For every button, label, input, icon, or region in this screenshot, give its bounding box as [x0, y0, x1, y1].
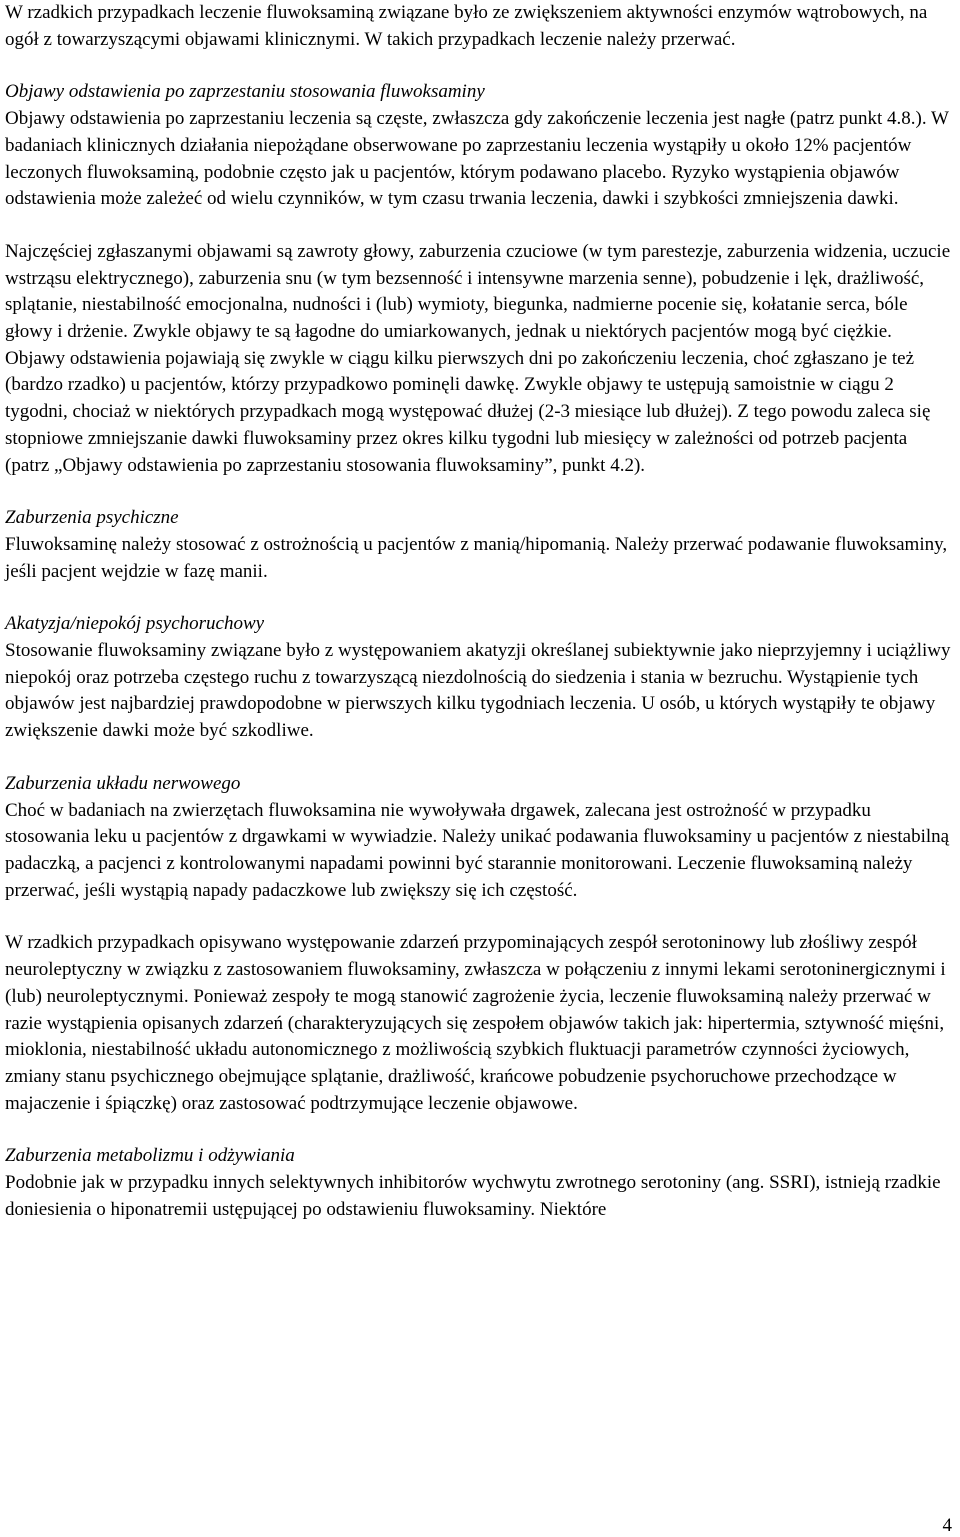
paragraph-akathisia: Stosowanie fluwoksaminy związane było z występowaniem akatyzji określanej subiektywnie jako nieprzyjemny i uciążliwy niepokój oraz potrzeba częstego ruchu z towarzyszącą niezdolnością do siedzenia i stania w bezruchu. Wystąpienie tych objawów jest najbardziej prawdopodobne w pierwszych kilku tygodniach leczenia. U osób, u których wystąpiły te objawy zwiększenie dawki może być szkodliwe. [5, 640, 951, 742]
page-number: 4 [942, 1515, 952, 1536]
paragraph-liver-enzymes: W rzadkich przypadkach leczenie fluwoksaminą związane było ze zwiększeniem aktywności enzymów wątrobowych, na ogół z towarzyszącymi objawami klinicznymi. W takich przypadkach leczenie należy przerwać. [5, 2, 928, 50]
paragraph-hyponatremia: Podobnie jak w przypadku innych selektywnych inhibitorów wychwytu zwrotnego serotoniny (ang. SSRI), istnieją rzadkie doniesienia o hiponatremii ustępującej po odstawieniu fluwoksaminy. Niektóre [5, 1172, 941, 1220]
spacer [5, 585, 955, 611]
paragraph-serotonin-syndrome: W rzadkich przypadkach opisywano występowanie zdarzeń przypominających zespół serotoninowy lub złośliwy zespół neuroleptyczny w związku z zastosowaniem fluwoksaminy, zwłaszcza w połączeniu z innymi lekami serotoninergicznymi i (lub) neuroleptycznymi. Ponieważ zespoły te mogą stanowić zagrożenie życia, leczenie fluwoksaminą należy przerwać w razie wystąpienia opisanych zdarzeń (charakteryzujących się zespołem objawów takich jak: hipertermia, sztywność mięśni, mioklonia, niestabilność układu autonomicznego z możliwością szybkich fluktuacji parametrów czynności życiowych, zmiany stanu psychicznego obejmujące splątanie, drażliwość, krańcowe pobudzenie psychoruchowe przechodzące w majaczenie i śpiączkę) oraz zastosować podtrzymujące leczenie objawowe. [5, 932, 946, 1114]
heading-psychiatric-disorders: Zaburzenia psychiczne [5, 507, 179, 529]
heading-akathisia: Akatyzja/niepokój psychoruchowy [5, 613, 265, 635]
spacer [5, 1117, 955, 1143]
paragraph-withdrawal-frequency: Objawy odstawienia po zaprzestaniu leczenia są częste, zwłaszcza gdy zakończenie leczenia jest nagłe (patrz punkt 4.8.). W badaniach klinicznych działania niepożądane obserwowane po zaprzestaniu leczenia wystąpiły u około 12% pacjentów leczonych fluwoksaminą, podobnie często jak u pacjentów, którym podawano placebo. Ryzyko wystąpienia objawów odstawienia może zależeć od wielu czynników, w tym czasu trwania leczenia, dawki i szybkości zmniejszenia dawki. [5, 108, 949, 210]
spacer [5, 53, 955, 79]
spacer [5, 745, 955, 771]
paragraph-withdrawal-symptoms-list: Najczęściej zgłaszanymi objawami są zawroty głowy, zaburzenia czuciowe (w tym parestezje, zaburzenia widzenia, uczucie wstrząsu elektrycznego), zaburzenia snu (w tym bezsenność i intensywne marzenia senne), pobudzenie i lęk, drażliwość, splątanie, niestabilność emocjonalna, nudności i (lub) wymioty, biegunka, nadmierne pocenie się, kołatanie serca, bóle głowy i drżenie. Zwykle objawy te są łagodne do umiarkowanych, jednak u niektórych pacjentów mogą być ciężkie. Objawy odstawienia pojawiają się zwykle w ciągu kilku pierwszych dni po zakończeniu leczenia, choć zgłaszano je też (bardzo rzadko) u pacjentów, którzy przypadkowo pominęli dawkę. Zwykle objawy te ustępują samoistnie w ciągu 2 tygodni, chociaż w niektórych przypadkach mogą występować dłużej (2-3 miesiące lub dłużej). Z tego powodu zaleca się stopniowe zmniejszanie dawki fluwoksaminy przez okres kilku tygodni lub miesięcy w zależności od potrzeb pacjenta (patrz „Objawy odstawienia po zaprzestaniu stosowania fluwoksaminy”, punkt 4.2). [5, 240, 951, 476]
heading-metabolism-disorders: Zaburzenia metabolizmu i odżywiania [5, 1145, 295, 1167]
document-page [5, 0, 955, 1223]
heading-nervous-system-disorders: Zaburzenia układu nerwowego [5, 772, 241, 794]
spacer [5, 213, 955, 239]
heading-withdrawal-symptoms: Objawy odstawienia po zaprzestaniu stosowania fluwoksaminy [5, 81, 485, 103]
paragraph-seizures: Choć w badaniach na zwierzętach fluwoksamina nie wywoływała drgawek, zalecana jest ostrożność w przypadku stosowania leku u pacjentów z drgawkami w wywiadzie. Należy unikać podawania fluwoksaminy u pacjentów z niestabilną padaczką, a pacjenci z kontrolowanymi napadami powinni być starannie monitorowani. Leczenie fluwoksaminą należy przerwać, jeśli wystąpią napady padaczkowe lub zwiększy się ich częstość. [5, 799, 950, 901]
paragraph-mania: Fluwoksaminę należy stosować z ostrożnością u pacjentów z manią/hipomanią. Należy przerwać podawanie fluwoksaminy, jeśli pacjent wejdzie w fazę manii. [5, 533, 948, 582]
spacer [5, 479, 955, 505]
spacer [5, 904, 955, 930]
